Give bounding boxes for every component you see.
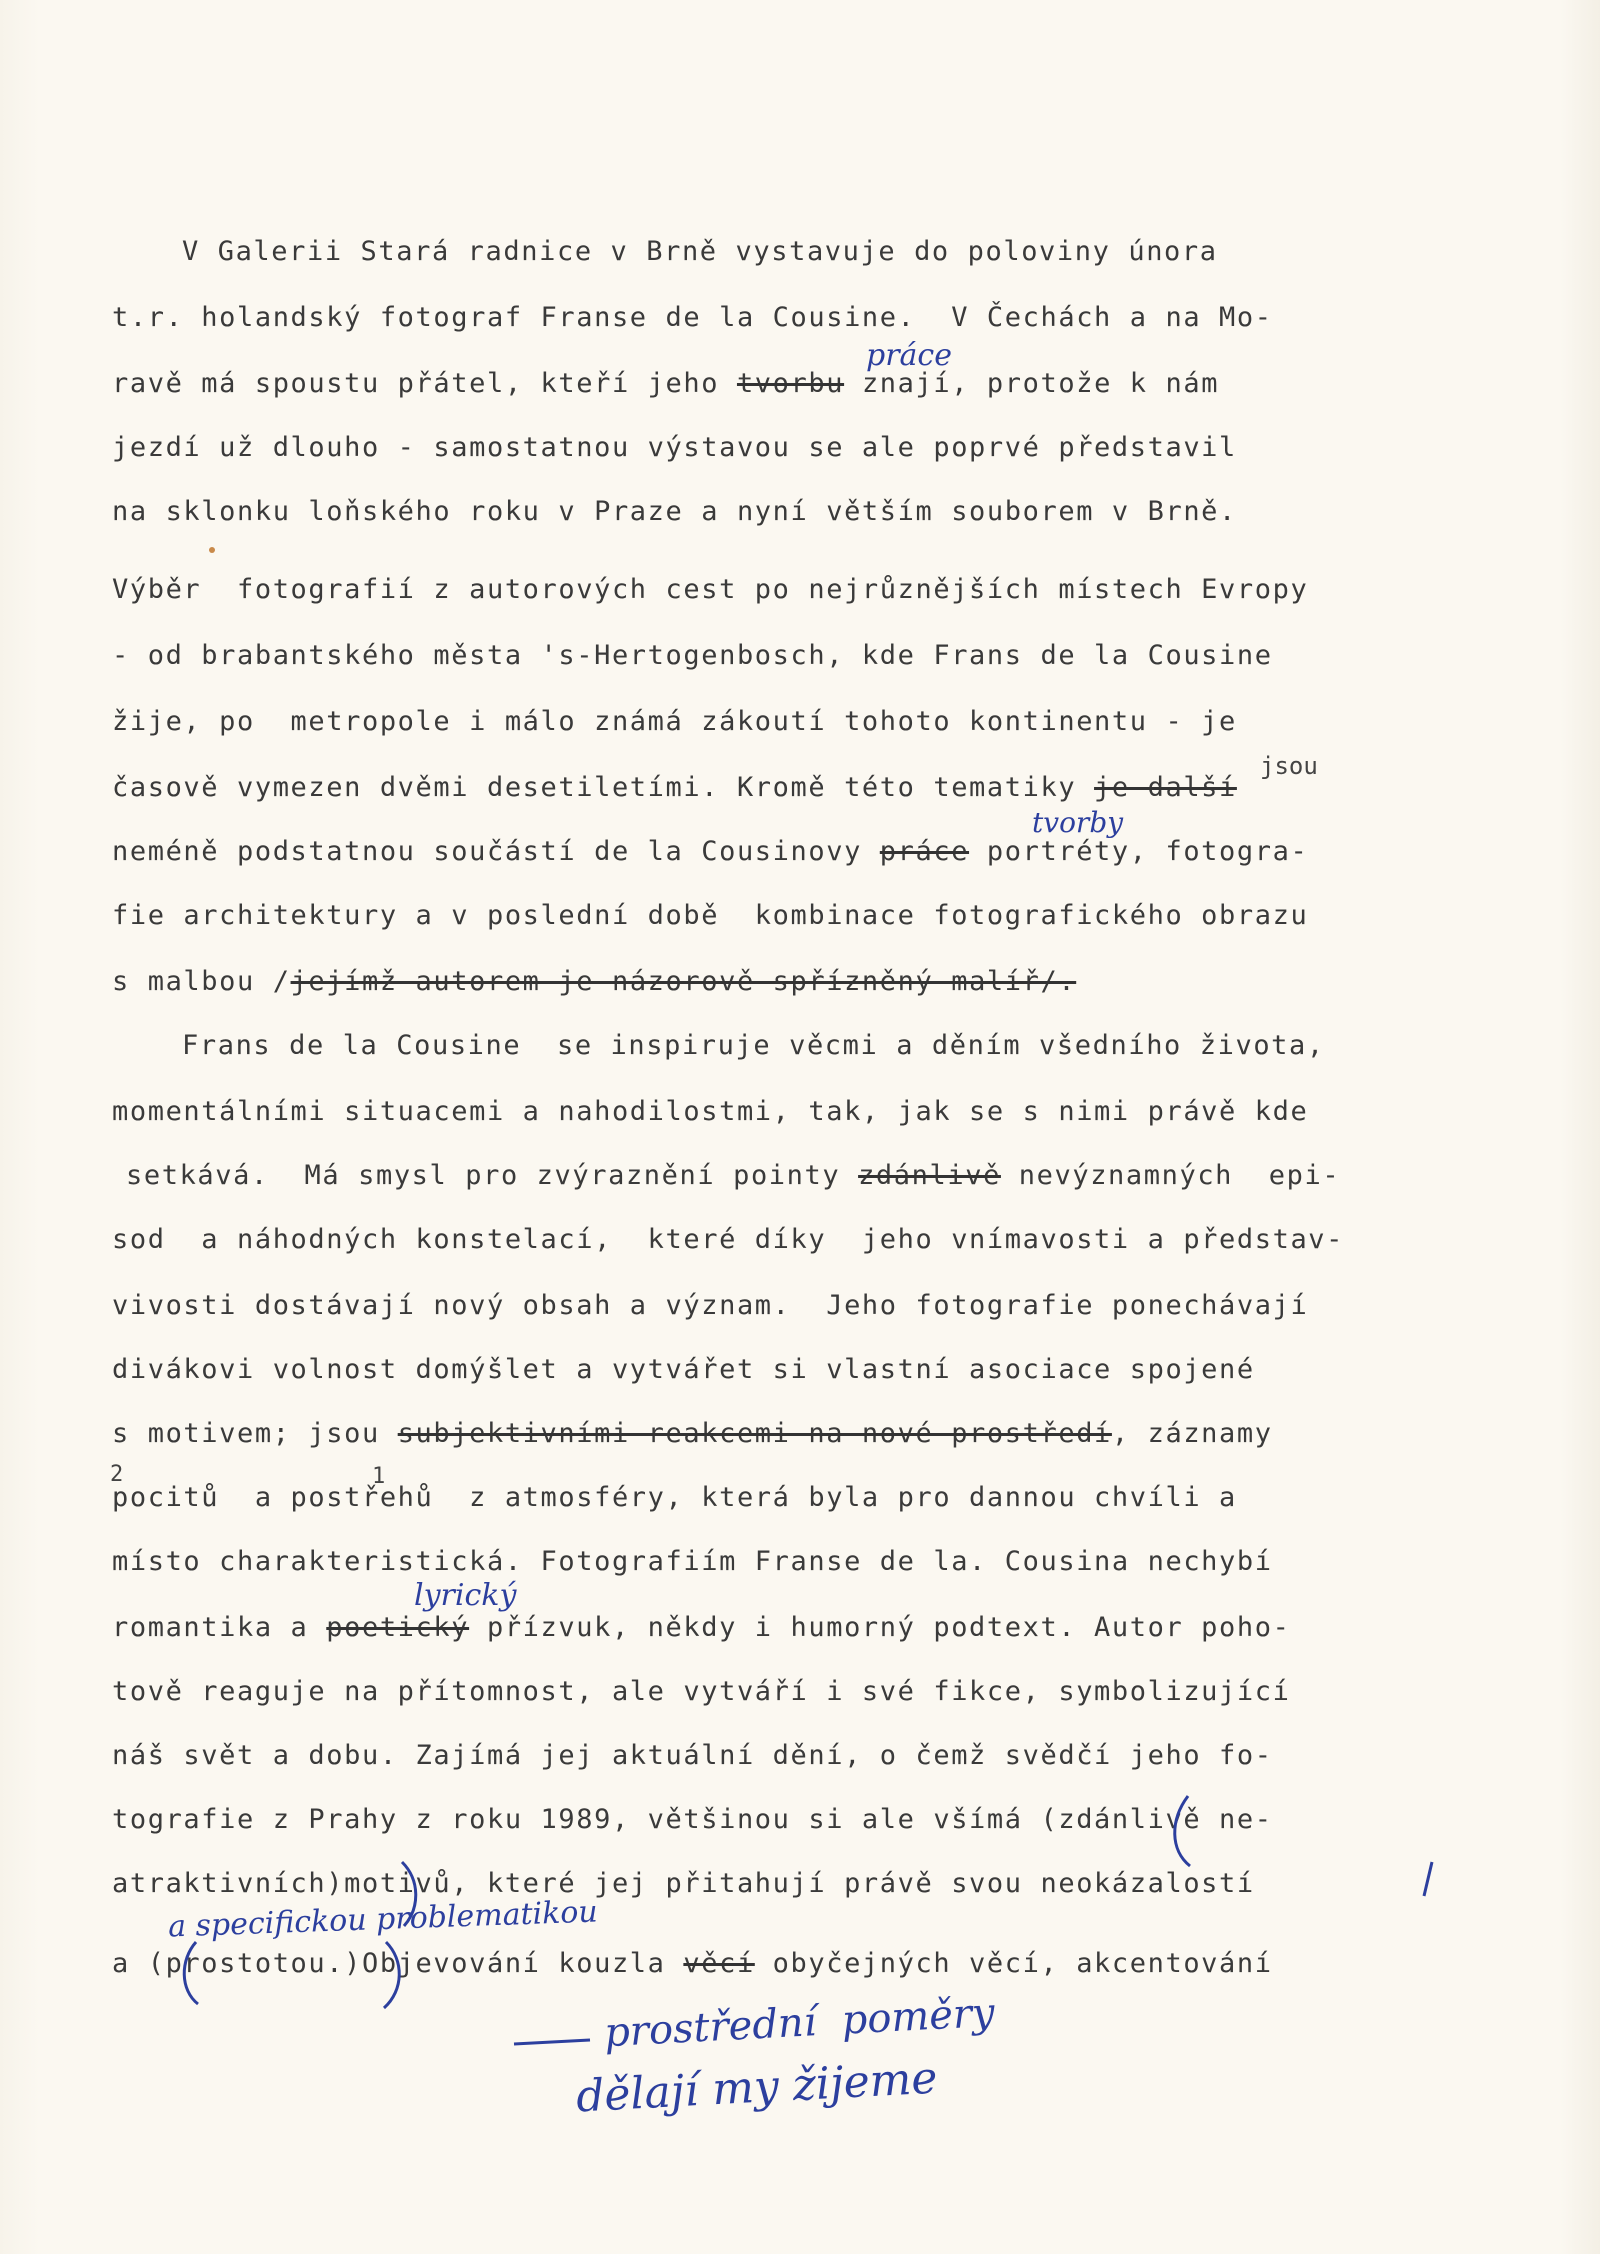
text-line-15: setkává. Má smysl pro zvýraznění pointy zdánlivě nevýznamných epi-: [126, 1160, 1341, 1191]
text-line-16: sod a náhodných konstelací, které díky jeho vnímavosti a představ-: [112, 1224, 1345, 1255]
bracket-left-prostotou: [184, 1942, 198, 2004]
order-number-2: 2: [110, 1462, 124, 1487]
text-line-8: žije, po metropole i málo známá zákoutí tohoto kontinentu - je: [112, 706, 1237, 737]
struck-text: věcí: [683, 1948, 755, 1979]
struck-text: je další: [1094, 772, 1237, 803]
handwritten-prace: práce: [866, 338, 952, 373]
handwritten-tvorby: tvorby: [1032, 806, 1124, 839]
insert-tick-mark: [1424, 1862, 1432, 1896]
handwritten-insertion: a specifickou problematikou: [167, 1894, 599, 1945]
text-line-12: s malbou /jejímž autorem je názorově spřízněný malíř/.: [112, 966, 1077, 997]
ink-dot: [209, 547, 215, 553]
struck-text: jejímž autorem je názorově spřízněný malíř/.: [290, 966, 1077, 997]
text-line-11: fie architektury a v poslední době kombinace fotografického obrazu: [112, 900, 1309, 931]
text-line-27: a (prostotou.)Objevování kouzla věcí obyčejných věcí, akcentování: [112, 1948, 1273, 1979]
text-line-5: na sklonku loňského roku v Praze a nyní větším souborem v Brně.: [112, 496, 1237, 527]
bracket-left-zdanlive: [1175, 1796, 1190, 1866]
handwritten-bottom-line-1: prostřední poměry: [603, 1989, 996, 2057]
text-line-1: V Galerii Stará radnice v Brně vystavuje do poloviny února: [182, 236, 1218, 267]
text-line-20: pocitů a postřehů z atmosféry, která byla pro dannou chvíli a: [112, 1482, 1237, 1513]
text-line-25: tografie z Prahy z roku 1989, většinou si ale všímá (zdánlivě ne-: [112, 1804, 1273, 1835]
order-number-1: 1: [372, 1464, 386, 1489]
handwritten-dash: [514, 2040, 590, 2044]
text-line-7: - od brabantského města 's-Hertogenbosch, kde Frans de la Cousine: [112, 640, 1273, 671]
handwritten-lyricky: lyrický: [414, 1578, 517, 1613]
text-line-18: divákovi volnost domýšlet a vytvářet si vlastní asociace spojené: [112, 1354, 1255, 1385]
handwritten-bottom-line-2: dělají my žijeme: [574, 2052, 939, 2123]
text-line-23: tově reaguje na přítomnost, ale vytváří i své fikce, symbolizující: [112, 1676, 1291, 1707]
struck-text: poetický: [326, 1612, 470, 1643]
text-line-9: časově vymezen dvěmi desetiletími. Kromě této tematiky je další: [112, 772, 1237, 803]
text-line-13: Frans de la Cousine se inspiruje věcmi a děním všedního života,: [182, 1030, 1325, 1061]
text-line-10: neméně podstatnou součástí de la Cousinovy práce portréty, fotogra-: [112, 836, 1309, 867]
text-line-21: místo charakteristická. Fotografiím Franse de la. Cousina nechybí: [112, 1546, 1273, 1577]
bracket-right-prostotou: [384, 1942, 399, 2008]
text-line-26: atraktivních)motivů, které jej přitahují právě svou neokázalostí: [112, 1868, 1255, 1899]
text-line-3: ravě má spoustu přátel, kteří jeho tvorbu znají, protože k nám: [112, 368, 1220, 399]
text-line-4: jezdí už dlouho - samostatnou výstavou se ale poprvé představil: [112, 432, 1237, 463]
text-line-14: momentálními situacemi a nahodilostmi, tak, jak se s nimi právě kde: [112, 1096, 1309, 1127]
text-line-6: Výběr fotografií z autorových cest po nejrůznějších místech Evropy: [112, 574, 1309, 605]
text-line-24: náš svět a dobu. Zajímá jej aktuální dění, o čemž svědčí jeho fo-: [112, 1740, 1273, 1771]
struck-text: práce: [879, 836, 970, 867]
struck-text: zdánlivě: [858, 1160, 1001, 1191]
text-line-2: t.r. holandský fotograf Franse de la Cousine. V Čechách a na Mo-: [112, 302, 1273, 333]
struck-text: tvorbu: [736, 368, 845, 399]
text-line-17: vivosti dostávají nový obsah a význam. Jeho fotografie ponechávají: [112, 1290, 1309, 1321]
text-line-22: romantika a poetický přízvuk, někdy i humorný podtext. Autor poho-: [112, 1612, 1291, 1643]
struck-text: subjektivními reakcemi na nové prostředí: [397, 1418, 1112, 1449]
handwritten-jsou: jsou: [1260, 752, 1318, 780]
text-line-19: s motivem; jsou subjektivními reakcemi na nové prostředí, záznamy: [112, 1418, 1273, 1449]
bracket-right-atraktivnich: [402, 1862, 416, 1926]
